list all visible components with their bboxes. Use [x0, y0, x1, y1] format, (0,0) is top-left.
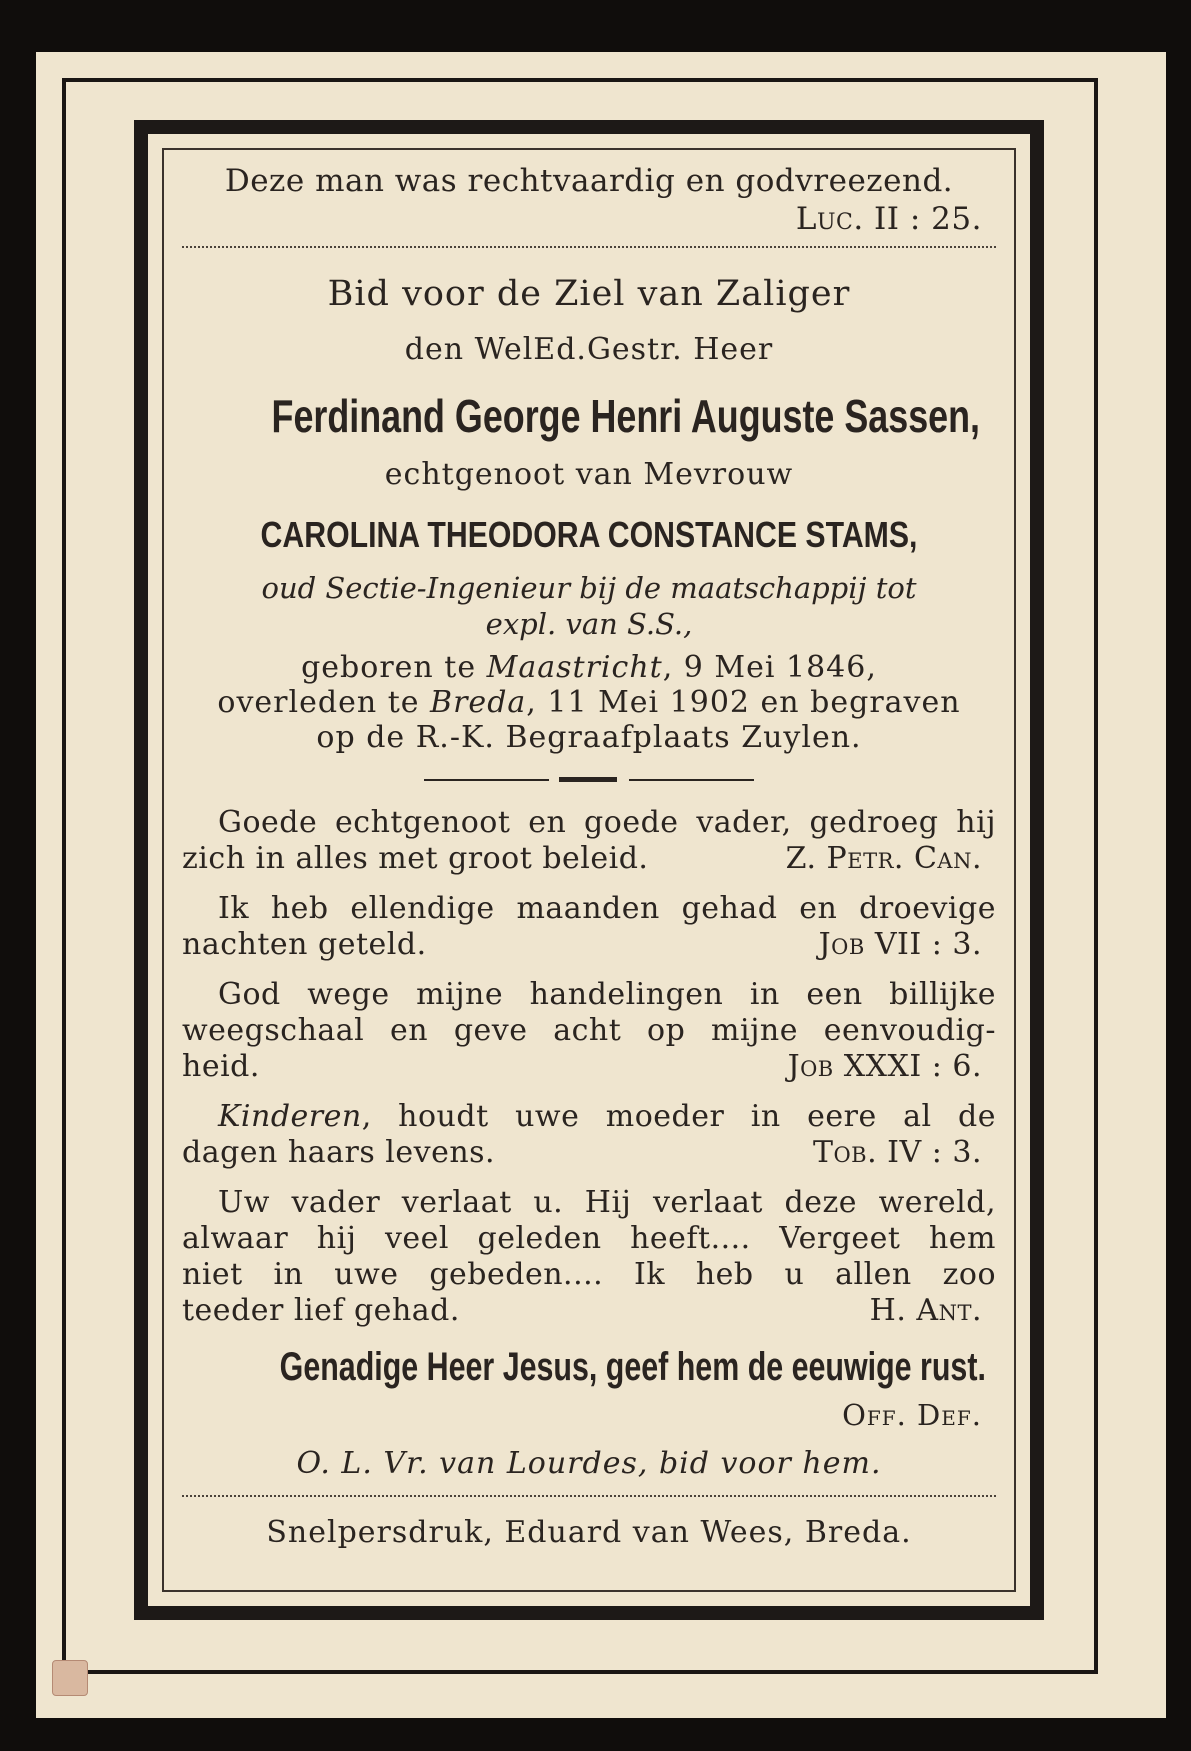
verse-4: [182, 1099, 996, 1171]
verse-2-ref: Job VII : 3.: [818, 927, 982, 962]
motto-ref: Luc. II : 25.: [795, 201, 982, 237]
verse-5-last: [182, 1293, 996, 1329]
verse-5: [182, 1185, 996, 1329]
verse-4-ref: Tob. IV : 3.: [812, 1135, 982, 1170]
verse-2: [182, 891, 996, 963]
died-date: , 11 Mei 1902 en begraven: [526, 685, 961, 720]
verse-3: [182, 977, 996, 1085]
verse-5-line-2: alwaar hij veel geleden heeft.... Vergeet hem: [182, 1221, 996, 1256]
final-prayer-ref: Off. Def.: [842, 1398, 982, 1432]
spouse-name: CAROLINA THEODORA CONSTANCE STAMS,: [260, 514, 918, 555]
verse-5-line-3: niet in uwe gebeden.... Ik heb u allen zoo: [182, 1257, 996, 1292]
divider-center: [559, 777, 617, 782]
died-place: Breda: [430, 685, 527, 720]
divider-right: [629, 779, 754, 781]
verse-2-last: [182, 927, 996, 963]
verse-1-last: [182, 841, 996, 877]
verse-4-italic-word: Kinderen: [218, 1099, 362, 1134]
verse-3-line-2: weegschaal en geve acht op mijne eenvoudig-: [182, 1013, 996, 1048]
life-dates: [182, 650, 996, 755]
spouse-intro: echtgenoot van Mevrouw: [384, 457, 794, 492]
verse-3-last-text: heid.: [182, 1049, 260, 1084]
final-prayer: Genadige Heer Jesus, geef hem de eeuwige rust.: [279, 1345, 986, 1389]
verse-1-line-1: Goede echtgenoot en goede vader, gedroeg hij: [218, 805, 996, 840]
top-dotted-rule: [182, 246, 996, 248]
verse-3-ref: Job XXXI : 6.: [787, 1049, 982, 1084]
occupation: [182, 570, 996, 642]
bottom-dotted-rule: [182, 1495, 996, 1497]
verse-4-line-1: [182, 1099, 996, 1135]
inner-frame: [162, 148, 1016, 1592]
title-line: den WelEd.Gestr. Heer: [404, 332, 774, 367]
motto: [182, 150, 996, 238]
ornament-divider: [424, 777, 754, 783]
verse-3-line-1: God wege mijne handelingen in een billijke: [218, 977, 996, 1012]
verse-3-last: [182, 1049, 996, 1085]
prayer-intro: Bid voor de Ziel van Zaliger: [327, 274, 851, 314]
verse-4-last-text: dagen haars levens.: [182, 1135, 496, 1170]
verse-1-ref: Z. Petr. Can.: [785, 841, 982, 876]
verse-4-last: [182, 1135, 996, 1171]
verse-5-line-1: Uw vader verlaat u. Hij verlaat deze wereld,: [218, 1185, 996, 1220]
motto-text: Deze man was rechtvaardig en godvreezend.: [224, 163, 954, 199]
died-line: [182, 685, 996, 720]
occupation-line-2: expl. van S.S.,: [485, 607, 693, 641]
verse-5-ref: H. Ant.: [869, 1293, 982, 1328]
born-date: , 9 Mei 1846,: [662, 650, 877, 685]
archive-seal-icon: [52, 1660, 88, 1696]
verse-2-line-1: Ik heb ellendige maanden gehad en droevige: [218, 891, 996, 926]
printer-credit: Snelpersdruk, Eduard van Wees, Breda.: [266, 1515, 912, 1550]
deceased-name: Ferdinand George Henri Auguste Sassen,: [271, 390, 980, 442]
verse-2-last-text: nachten geteld.: [182, 927, 427, 962]
died-prefix: overleden te: [217, 685, 420, 720]
verse-1-last-text: zich in alles met groot beleid.: [182, 841, 649, 876]
divider-left: [424, 779, 549, 781]
verse-5-last-text: teeder lief gehad.: [182, 1293, 460, 1328]
card-content: [182, 150, 996, 1590]
born-line: [182, 650, 996, 685]
born-prefix: geboren te: [301, 650, 477, 685]
burial-line: op de R.-K. Begraafplaats Zuylen.: [316, 720, 862, 755]
lourdes-invocation: O. L. Vr. van Lourdes, bid voor hem.: [296, 1446, 882, 1481]
born-place: Maastricht: [486, 650, 663, 685]
verse-4-line-1-rest: , houdt uwe moeder in eere al de: [361, 1099, 996, 1134]
verse-1: [182, 805, 996, 877]
occupation-line-1: oud Sectie-Ingenieur bij de maatschappij tot: [261, 571, 917, 605]
